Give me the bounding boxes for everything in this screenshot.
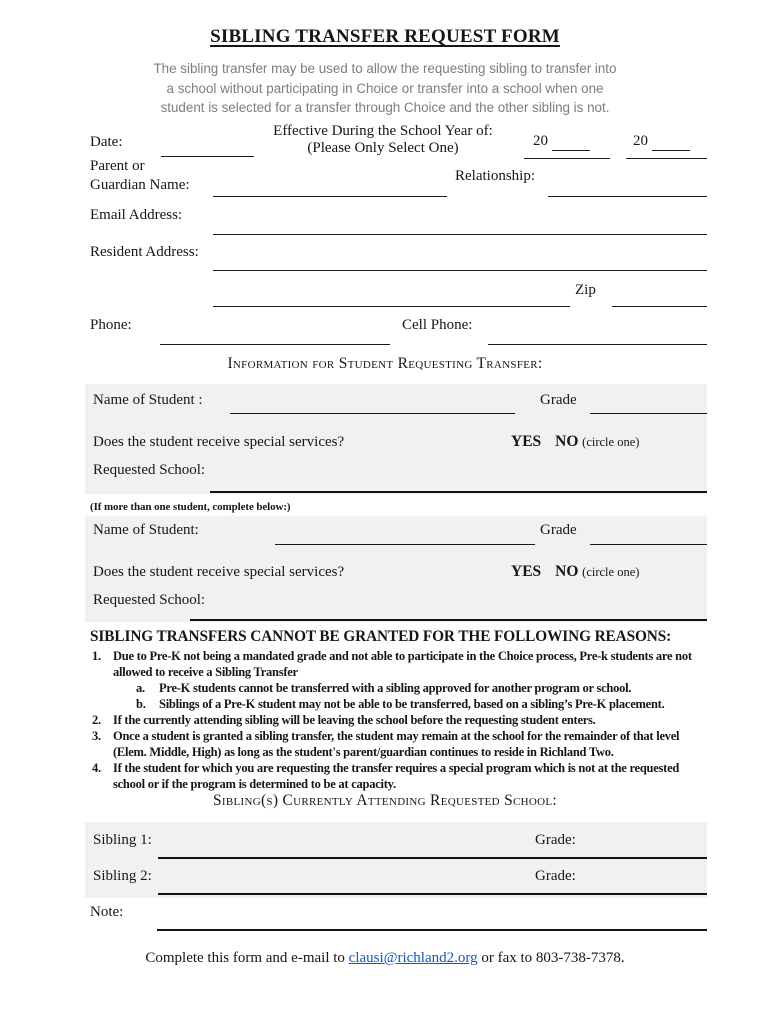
footer-text-before: Complete this form and e-mail to	[145, 950, 349, 966]
student1-yes-option[interactable]: YES	[511, 433, 542, 450]
year1-prefix: 20	[533, 133, 548, 149]
student2-circle-hint: (circle one)	[582, 565, 640, 579]
reason-text: If the student for which you are requesting the transfer requires a special program which is not at the requested school or if the program is determined to be at capacity.	[113, 761, 680, 791]
cell-phone-label: Cell Phone:	[402, 317, 473, 333]
page-title	[0, 26, 770, 48]
reason-subtext: Pre-K students cannot be transferred with a sibling approved for another program or school.	[159, 681, 632, 695]
student-info-heading: Information for Student Requesting Transfer:	[227, 355, 543, 372]
year1-field-line[interactable]	[524, 158, 610, 159]
student1-requested-school-label: Requested School:	[93, 462, 206, 478]
intro-line: student is selected for a transfer through Choice and the other sibling is not.	[160, 100, 610, 115]
intro-line: The sibling transfer may be used to allow the requesting sibling to transfer into	[153, 61, 617, 76]
reason-number: 3.	[92, 729, 101, 743]
student1-circle-hint: (circle one)	[582, 435, 640, 449]
student2-requested-school-label: Requested School:	[93, 592, 206, 608]
form-intro	[0, 59, 770, 118]
sibling2-label: Sibling 2:	[93, 868, 152, 884]
student2-services-question: Does the student receive special services?	[93, 564, 345, 580]
student1-yesno	[511, 433, 639, 451]
parent-name-field-line[interactable]	[213, 196, 447, 197]
siblings-box	[85, 822, 707, 898]
effective-year-label	[258, 123, 508, 157]
relationship-label: Relationship:	[455, 168, 535, 184]
sibling1-label: Sibling 1:	[93, 832, 152, 848]
student2-grade-label: Grade	[540, 522, 577, 538]
reason-item	[92, 648, 708, 680]
student1-name-field-line[interactable]	[230, 413, 515, 414]
reason-number: 4.	[92, 761, 101, 775]
student2-box	[85, 516, 707, 622]
effective-year-line2: (Please Only Select One)	[307, 140, 459, 156]
student1-name-label: Name of Student :	[93, 392, 203, 408]
note-field-line[interactable]	[157, 929, 707, 931]
reasons-heading: SIBLING TRANSFERS CANNOT BE GRANTED FOR THE FOLLOWING REASONS:	[90, 628, 672, 645]
reason-subitem	[136, 696, 708, 712]
effective-year-line1: Effective During the School Year of:	[273, 123, 493, 139]
student2-grade-field-line[interactable]	[590, 544, 707, 545]
sibling2-grade-label: Grade:	[535, 868, 576, 884]
sibling1-field-line[interactable]	[158, 857, 615, 859]
zip-label: Zip	[575, 282, 596, 298]
siblings-heading: Sibling(s) Currently Attending Requested School:	[212, 792, 558, 809]
student1-no-option[interactable]: NO	[555, 433, 579, 450]
reason-text: Due to Pre-K not being a mandated grade and not able to participate in the Choice process, Pre-k students are not allowed to receive a Sibling Transfer	[113, 649, 692, 679]
zip-field-line[interactable]	[612, 306, 707, 307]
student2-no-option[interactable]: NO	[555, 563, 579, 580]
reason-item	[92, 728, 708, 760]
intro-line: a school without participating in Choice or transfer into a school when one	[166, 80, 604, 96]
note-label: Note:	[90, 904, 124, 920]
student2-requested-school-field-line[interactable]	[190, 619, 707, 621]
student1-services-question: Does the student receive special services?	[93, 434, 345, 450]
student1-grade-label: Grade	[540, 392, 577, 408]
reason-item	[92, 712, 708, 728]
resident-address-line2[interactable]	[213, 306, 570, 307]
reason-item	[92, 760, 708, 792]
resident-address-line1[interactable]	[213, 270, 707, 271]
student2-yes-option[interactable]: YES	[511, 563, 542, 580]
sibling1-grade-label: Grade:	[535, 832, 576, 848]
reason-subitem	[136, 680, 708, 696]
reason-subtext: Siblings of a Pre-K student may not be able to be transferred, based on a sibling’s Pre-K placement.	[159, 697, 665, 711]
email-label: Email Address:	[90, 207, 183, 223]
student2-name-label: Name of Student:	[93, 522, 199, 538]
reason-text: Once a student is granted a sibling transfer, the student may remain at the school for the remainder of that level (Elem. Middle, High) as long as the student's parent/guardian continues to reside in Richland Two.	[113, 729, 680, 759]
page-title-text: SIBLING TRANSFER REQUEST FORM	[210, 26, 560, 47]
sibling1-grade-field-line[interactable]	[597, 857, 707, 859]
reason-text: If the currently attending sibling will be leaving the school before the requesting student enters.	[113, 713, 596, 727]
email-link[interactable]: clausi@richland2.org	[348, 950, 478, 966]
student2-name-field-line[interactable]	[275, 544, 535, 545]
date-field-line[interactable]	[161, 156, 254, 157]
reason-number: 1.	[92, 649, 101, 663]
reason-subletter: a.	[136, 681, 145, 695]
more-students-note: (If more than one student, complete below:)	[90, 501, 291, 513]
date-label: Date:	[90, 134, 123, 150]
student1-requested-school-field-line[interactable]	[210, 491, 707, 493]
relationship-field-line[interactable]	[548, 196, 707, 197]
footer-instructions	[0, 950, 770, 967]
year2-field-line[interactable]	[626, 158, 707, 159]
year2-prefix: 20	[633, 133, 648, 149]
student2-yesno	[511, 563, 639, 581]
footer-text-after: or fax to 803-738-7378.	[477, 950, 625, 966]
sibling2-grade-field-line[interactable]	[597, 893, 707, 895]
reason-number: 2.	[92, 713, 101, 727]
student1-box	[85, 384, 707, 494]
parent-label-line1: Parent or	[90, 158, 145, 174]
year1-blank-line[interactable]	[552, 150, 590, 151]
sibling2-field-line[interactable]	[158, 893, 615, 895]
resident-address-label: Resident Address:	[90, 244, 199, 260]
email-field-line[interactable]	[213, 234, 707, 235]
reasons-list	[92, 648, 708, 792]
cell-phone-field-line[interactable]	[488, 344, 707, 345]
reason-subletter: b.	[136, 697, 146, 711]
year2-blank-line[interactable]	[652, 150, 690, 151]
student1-grade-field-line[interactable]	[590, 413, 707, 414]
parent-label-line2: Guardian Name:	[90, 177, 190, 193]
phone-field-line[interactable]	[160, 344, 390, 345]
phone-label: Phone:	[90, 317, 132, 333]
